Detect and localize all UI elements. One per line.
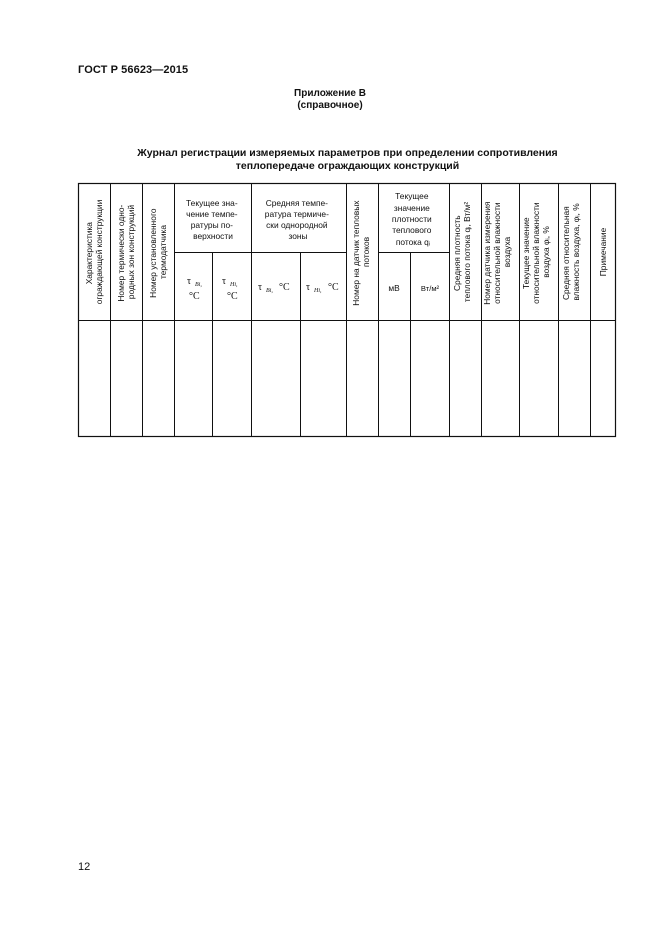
col-characteristic-header: Характеристика ограждающей конструкции — [84, 199, 104, 305]
sub-watt-per-sqm: Вт/м² — [420, 284, 440, 293]
svg-text:°C: °C — [279, 282, 290, 293]
standard-code: ГОСТ Р 56623—2015 — [78, 64, 189, 76]
svg-text:Bi,: Bi, — [266, 288, 273, 294]
appendix-note: (справочное) — [297, 100, 363, 111]
appendix-title: Приложение В — [294, 88, 366, 99]
col-sensor-number-header: Номер установленного термодатчика — [148, 208, 168, 298]
svg-text:Hi,: Hi, — [230, 282, 238, 288]
svg-text:°C: °C — [189, 291, 200, 302]
sub-millivolt: мВ — [388, 283, 400, 293]
col-humidity-sensor-header: Номер датчика измерения относительной влажности воздуха — [482, 201, 512, 305]
sub-tau-h-average — [306, 282, 339, 294]
svg-text:τ: τ — [306, 282, 311, 293]
svg-text:τ: τ — [258, 282, 263, 293]
group-current-surface-temp-header: Текущее зна- чение темпе- ратуры по- верхности — [186, 198, 238, 241]
page-number: 12 — [78, 861, 91, 873]
sub-tau-b-current — [187, 276, 202, 302]
svg-text:τ: τ — [222, 276, 227, 287]
col-average-heat-flux-header: Средняя плотность теплового потока qᵢ, Вт/м² — [452, 201, 472, 303]
group-average-zone-temp-header: Средняя темпе- ратура термиче- ски однородной зоны — [264, 198, 329, 241]
col-zone-number-header: Номер термически одно- родных зон конструкций — [116, 204, 136, 302]
svg-text:τ: τ — [187, 276, 192, 287]
sub-tau-b-average — [258, 282, 290, 294]
svg-text:Hi,: Hi, — [314, 288, 322, 294]
col-average-humidity-header: Средняя относительная влажность воздуха, φᵢ, % — [561, 203, 581, 301]
col-current-humidity-header: Текущее значение относительной влажности воздуха φᵢ, % — [521, 202, 551, 304]
svg-text:°C: °C — [328, 282, 339, 293]
group-current-heat-flux-header: Текущее значение плотности теплового потока qᵢ — [391, 191, 432, 247]
svg-text:Bi,: Bi, — [195, 282, 202, 288]
journal-title-line-1: Журнал регистрации измеряемых параметров при определении сопротивления — [137, 147, 558, 159]
journal-title-line-2: теплопередаче ограждающих конструкций — [235, 160, 460, 172]
col-note-header: Примечание — [598, 227, 608, 277]
svg-text:°C: °C — [227, 291, 238, 302]
sub-tau-h-current — [222, 276, 238, 302]
col-heat-flux-sensor-header: Номер на датчик тепловых потоков — [351, 200, 371, 306]
